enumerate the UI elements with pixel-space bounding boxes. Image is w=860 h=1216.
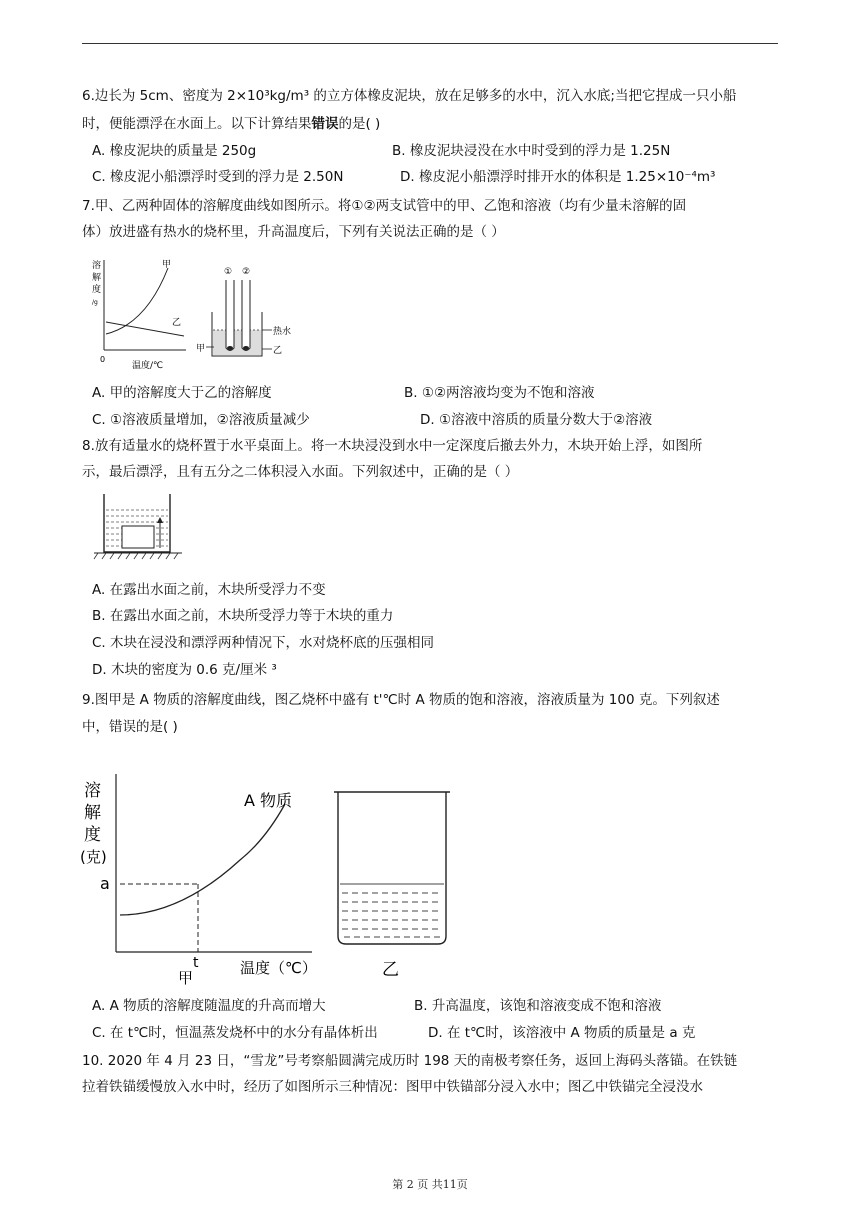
q7-stem-line2: 体）放进盛有热水的烧杯里，升高温度后，下列有关说法正确的是（ ） (82, 224, 505, 240)
q8-option-d: D. 木块的密度为 0.6 克/厘米 ³ (92, 662, 277, 678)
q6-emphasis: 错误 (311, 116, 339, 132)
q6-stem-line1: 6.边长为 5cm、密度为 2×10³kg/m³ 的立方体橡皮泥块，放在足够多的水中，沉入水底;当把它捏成一只小船 (82, 88, 737, 104)
q7-tube2 (242, 280, 250, 351)
q8-option-b: B. 在露出水面之前，木块所受浮力等于木块的重力 (92, 608, 394, 624)
q7-hot-water-label: 热水 (273, 327, 292, 337)
q7-yi-label: 乙 (273, 346, 283, 356)
q8-option-a: A. 在露出水面之前，木块所受浮力不变 (92, 582, 326, 598)
q9-yi-label: 乙 (382, 960, 399, 980)
q7-xlabel: 温度/℃ (132, 361, 164, 371)
q9-t-label: t (193, 955, 199, 971)
q7-label-yi: 乙 (172, 318, 182, 328)
q9-a-label: a (100, 874, 110, 893)
q9-ylabel-2: 解 (84, 803, 101, 823)
q7-tube2-label: ② (242, 267, 251, 277)
q8-option-c: C. 木块在浸没和漂浮两种情况下，水对烧杯底的压强相同 (92, 635, 435, 651)
q7-origin: 0 (100, 355, 106, 364)
q7-ylabel-2: 解 (92, 273, 102, 283)
q8-wood-block (122, 526, 154, 548)
q7-figure (86, 254, 300, 374)
q9-option-b: B. 升高温度，该饱和溶液变成不饱和溶液 (414, 998, 662, 1014)
q9-ylabel-3: 度 (84, 825, 101, 845)
q6-stem-line2: 时，便能漂浮在水面上。以下计算结果错误的是( ) (82, 116, 381, 132)
q9-curve-label: A 物质 (244, 791, 293, 810)
q9-option-a: A. A 物质的溶解度随温度的升高而增大 (92, 998, 326, 1014)
q9-xlabel: 温度（℃） (240, 959, 317, 977)
q7-stem-line1: 7.甲、乙两种固体的溶解度曲线如图所示。将①②两支试管中的甲、乙饱和溶液（均有少量未溶解的固 (82, 198, 687, 214)
q7-jia-label: 甲 (196, 344, 206, 354)
q8-stem-line2: 示，最后漂浮，且有五分之二体积浸入水面。下列叙述中，正确的是（ ） (82, 464, 519, 480)
q7-tube1 (226, 280, 234, 351)
q6-option-a: A. 橡皮泥块的质量是 250g (92, 143, 257, 159)
q9-jia-label: 甲 (178, 969, 194, 987)
q7-option-a: A. 甲的溶解度大于乙的溶解度 (92, 385, 272, 401)
q6-option-b: B. 橡皮泥块浸没在水中时受到的浮力是 1.25N (392, 143, 671, 159)
q7-ylabel-4: /g (92, 299, 98, 306)
q7-tube1-label: ① (224, 267, 233, 277)
q9-figure (80, 760, 470, 988)
page-footer: 第 2 页 共11页 (392, 1178, 468, 1191)
q6-option-d: D. 橡皮泥小船漂浮时排开水的体积是 1.25×10⁻⁴m³ (400, 169, 716, 185)
header-rule (82, 43, 778, 44)
q8-stem-line1: 8.放有适量水的烧杯置于水平桌面上。将一木块浸没到水中一定深度后撤去外力，木块开始上浮，如图所 (82, 438, 703, 454)
q9-stem-line1: 9.图甲是 A 物质的溶解度曲线，图乙烧杯中盛有 t'℃时 A 物质的饱和溶液，溶液质量为 100 克。下列叙述 (82, 692, 720, 708)
q7-option-c: C. ①溶液质量增加，②溶液质量减少 (92, 412, 310, 428)
q9-stem-line2: 中，错误的是( ) (82, 719, 178, 735)
q7-option-d: D. ①溶液中溶质的质量分数大于②溶液 (420, 412, 653, 428)
q9-option-d: D. 在 t℃时，该溶液中 A 物质的质量是 a 克 (428, 1025, 696, 1041)
q7-option-b: B. ①②两溶液均变为不饱和溶液 (404, 385, 595, 401)
q6-option-c: C. 橡皮泥小船漂浮时受到的浮力是 2.50N (92, 169, 344, 185)
q9-ylabel-4: (克) (80, 848, 107, 866)
q7-label-jia: 甲 (162, 260, 172, 270)
q9-option-c: C. 在 t℃时，恒温蒸发烧杯中的水分有晶体析出 (92, 1025, 378, 1041)
q7-ylabel-1: 溶 (92, 261, 102, 271)
q8-figure (92, 490, 184, 564)
q9-ylabel-1: 溶 (84, 781, 101, 801)
q10-stem-line1: 10. 2020 年 4 月 23 日，“雪龙”号考察船圆满完成历时 198 天的南极考察任务，返回上海码头落锚。在铁链 (82, 1053, 738, 1069)
q7-ylabel-3: 度 (92, 285, 102, 295)
q10-stem-line2: 拉着铁锚缓慢放入水中时，经历了如图所示三种情况：图甲中铁锚部分浸入水中；图乙中铁锚完全浸没水 (82, 1079, 703, 1095)
